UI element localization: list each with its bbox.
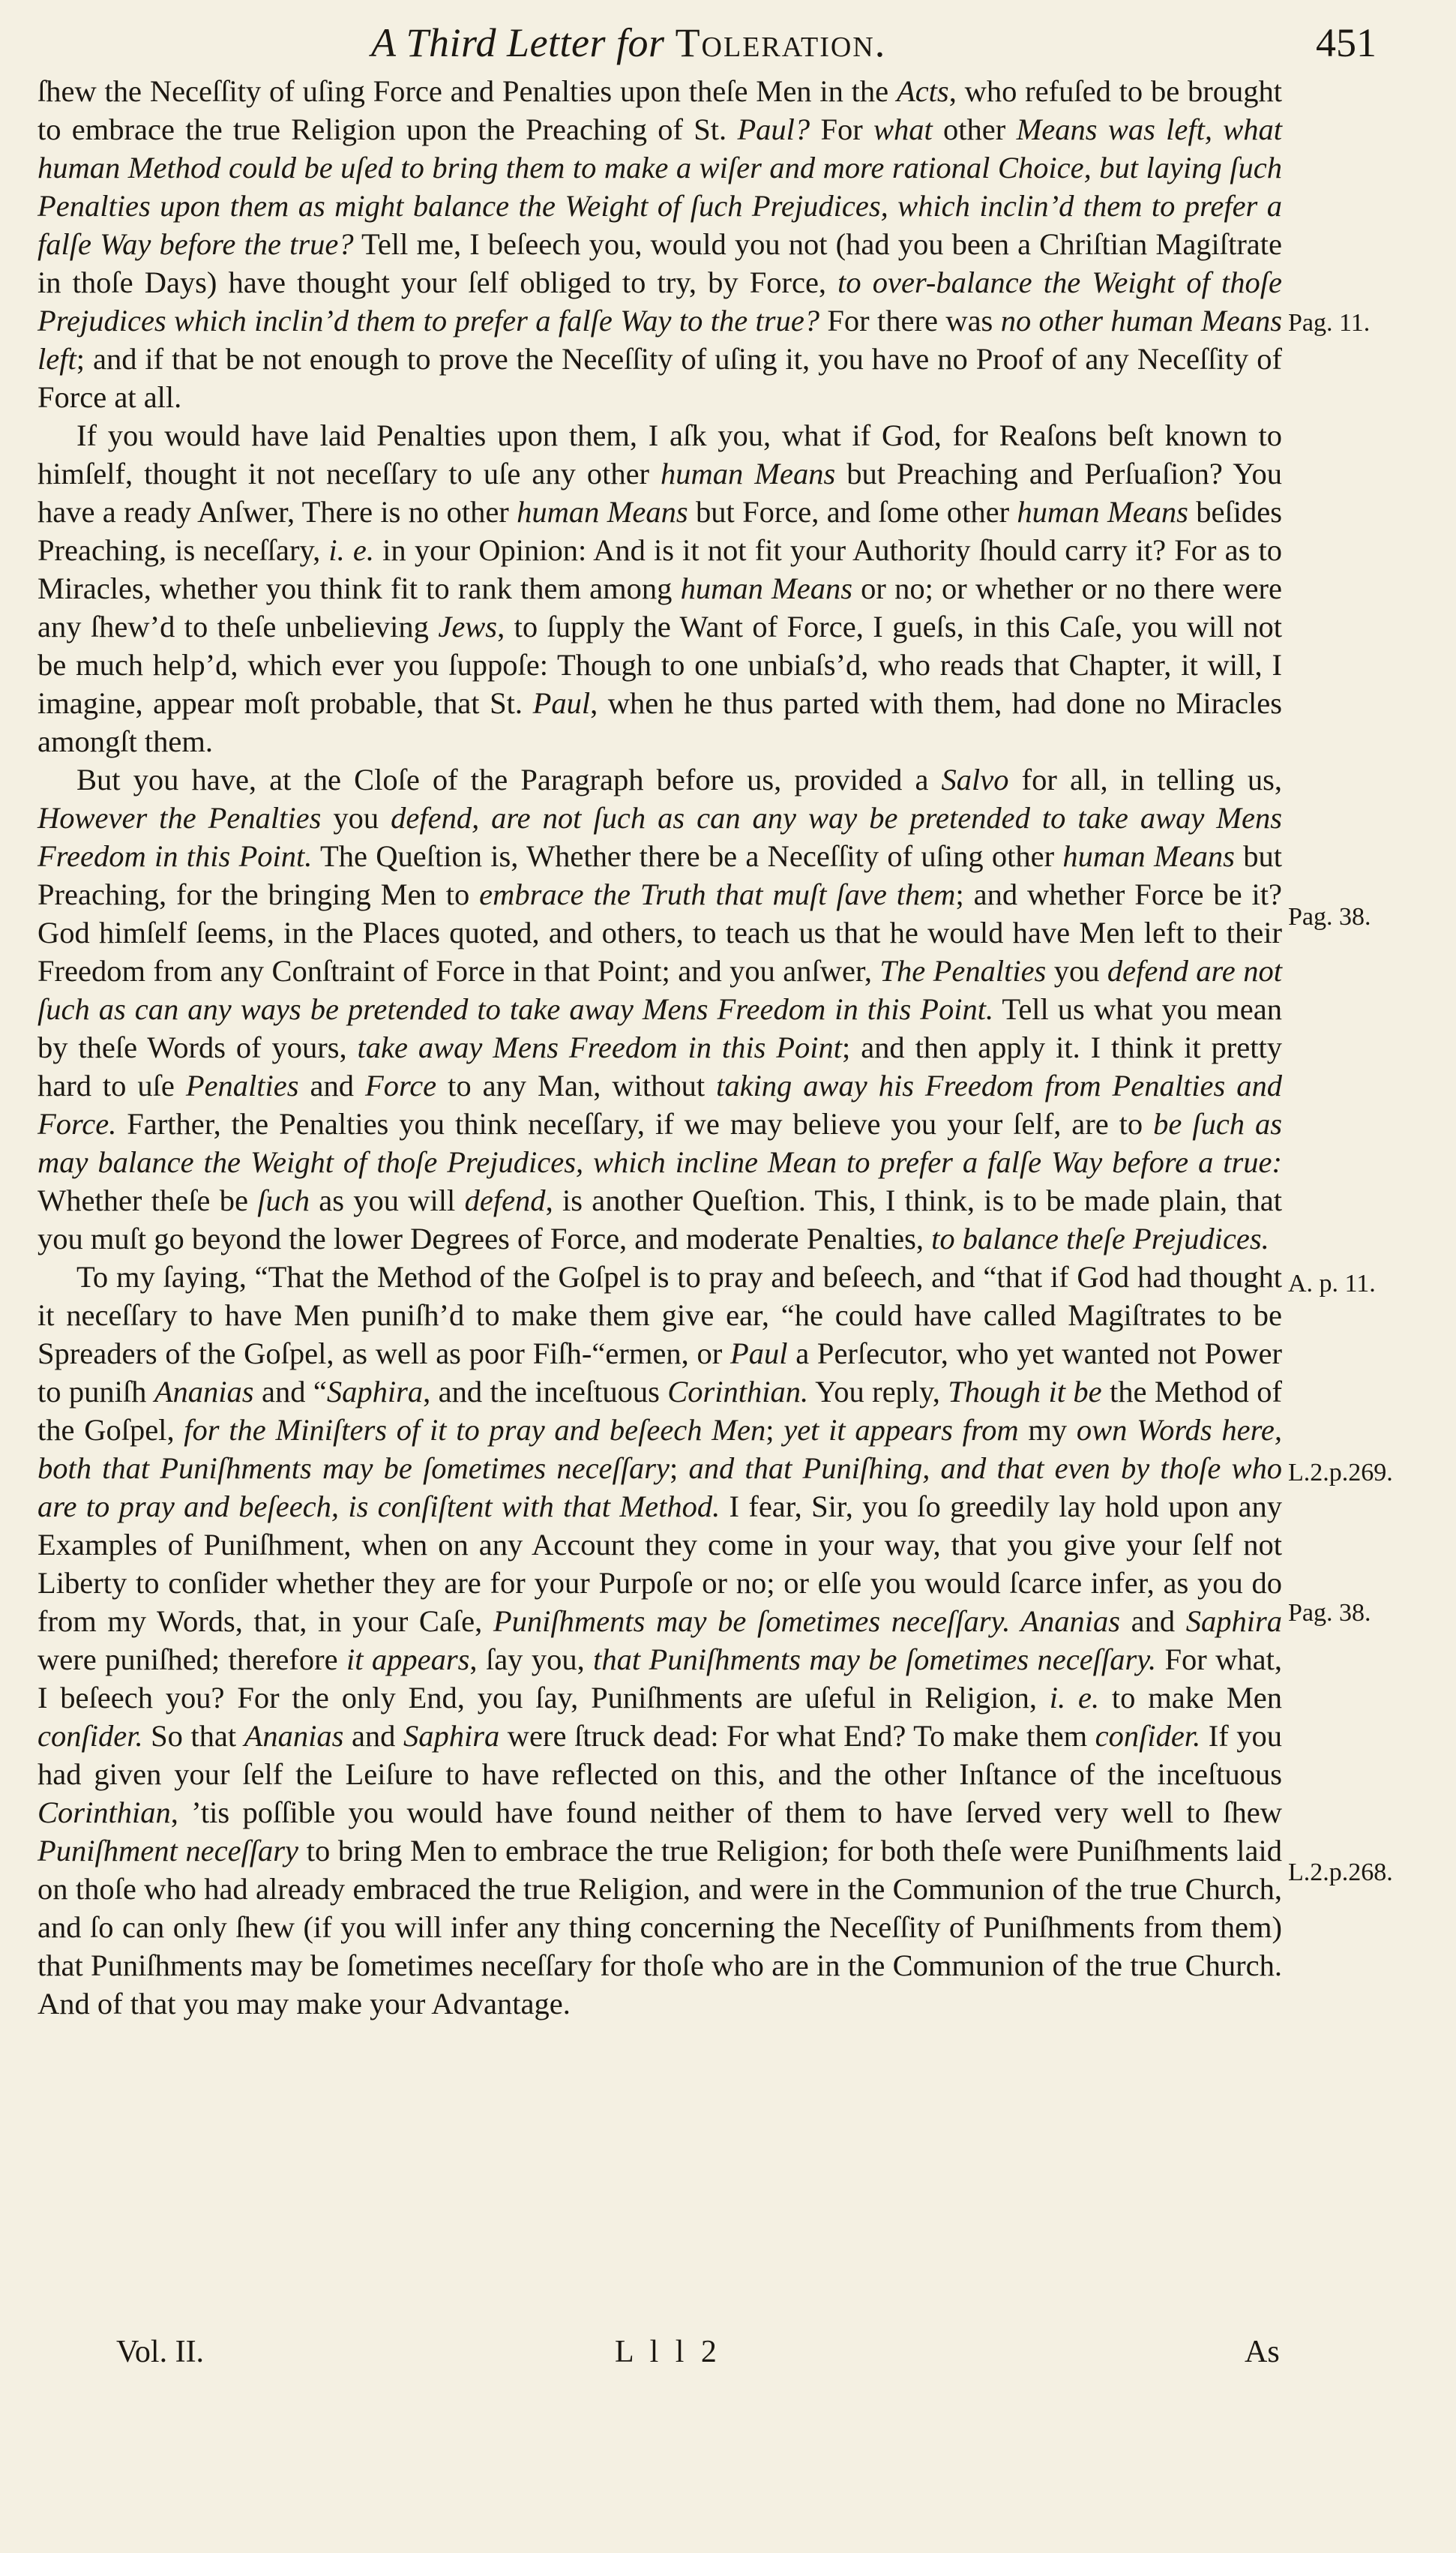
italic-run: Acts — [896, 74, 949, 108]
margin-note: Pag. 11. — [1288, 309, 1371, 337]
body-text — [37, 72, 1282, 2023]
text-run: For — [810, 112, 874, 146]
running-title — [371, 20, 886, 66]
italic-run: defend are not ſuch as can any ways be pretended to take away Mens Freedom in this Point. — [37, 954, 1282, 1026]
text-run: to any Man, without — [436, 1069, 717, 1102]
paragraph — [37, 1258, 1282, 2023]
text-run: were puniſhed; therefore — [37, 1642, 347, 1676]
page-footer — [0, 2334, 1456, 2386]
text-run: , is another Queſtion. This, I think, is to be made plain, that you muſt go beyond the lower Degrees of Force, and moderate Penalties, — [37, 1184, 1282, 1256]
italic-run: taking away his Freedom from Penalties and Force. — [37, 1069, 1282, 1141]
paragraph — [37, 416, 1282, 760]
italic-run: Saphira — [1185, 1604, 1282, 1638]
text-run: but Preaching and Perſuaſion? You have a ready Anſwer, There is no other — [37, 457, 1282, 529]
volume-label: Vol. II. — [116, 2335, 205, 2369]
running-title-caps: Toleration. — [675, 20, 887, 65]
text-run: To my ſaying, “That the Method of the Goſpel is to pray and beſeech, and “that if God had thought it neceſſary to have Men puniſh’d to make them give ear, “he could have called Magiſtrates to be Spreaders of the Goſpel, as well as poor Fiſh-“ermen, or — [37, 1260, 1282, 1370]
italic-run: conſider. — [37, 1719, 143, 1753]
italic-run: that Puniſhments may be ſometimes neceſſary. — [593, 1642, 1157, 1676]
italic-run: to over-balance the Weight of thoſe Prejudices which inclin’d them to prefer a falſe Way to the true? — [37, 266, 1282, 338]
text-run: were ſtruck dead: For what End? To make them — [499, 1719, 1095, 1753]
italic-run: defend — [464, 1184, 546, 1217]
italic-run: human Means — [1062, 839, 1235, 873]
text-run: a Perſecutor, who yet wanted not Power to puniſh — [37, 1336, 1282, 1408]
italic-run: Corinthian. — [667, 1375, 809, 1408]
text-run: Farther, the Penalties you think neceſſary, if we may believe you your ſelf, are to — [116, 1107, 1154, 1141]
italic-run: embrace the Truth that muſt ſave them — [479, 878, 956, 911]
italic-run: Penalties — [185, 1069, 299, 1102]
italic-run: be ſuch as may balance the Weight of thoſe Prejudices, which incline Mean to prefer a falſe Way before a true: — [37, 1107, 1282, 1179]
text-run: , who refuſed to be brought to embrace the true Religion upon the Preaching of St. — [37, 74, 1282, 146]
text-run: and “ — [253, 1375, 327, 1408]
text-run: other — [932, 112, 1017, 146]
text-run: to make Men — [1099, 1681, 1282, 1714]
italic-run: Paul — [729, 1336, 788, 1370]
text-run: as you will — [309, 1184, 465, 1217]
italic-run: Means was left, what human Method could be uſed to bring them to make a wiſer and more rational Choice, but laying ſuch Penalties upon them as might balance the Weight of ſuch Prejudices, which inclin’d them to prefer a falſe Way before the true? — [37, 112, 1283, 261]
italic-run: and that Puniſhing, and that even by thoſe who are to pray and beſeech, is conſiſtent with that Method. — [37, 1451, 1282, 1523]
text-run: If you would have laid Penalties upon them, I aſk you, what if God, for Reaſons beſt known to himſelf, thought it not neceſſary to uſe any other — [37, 418, 1282, 490]
text-run: ; and if that be not enough to prove the Neceſſity of uſing it, you have no Proof of any Neceſſity of Force at all. — [37, 342, 1282, 414]
margin-note: A. p. 11. — [1288, 1270, 1376, 1298]
text-run: ; — [765, 1413, 784, 1447]
text-run: you — [1046, 954, 1107, 988]
italic-run: However the Penalties — [37, 801, 322, 835]
text-run: Tell me, I beſeech you, would you not (had you been a Chriſtian Magiſtrate in thoſe Days) have thought your ſelf obliged to try, by Force, — [37, 227, 1283, 299]
italic-run: Saphira — [403, 1719, 500, 1753]
italic-run: Paul — [532, 686, 591, 720]
text-run: for all, in telling us, — [1008, 763, 1283, 796]
italic-run: human Means — [661, 457, 836, 490]
italic-run: human Means — [680, 572, 852, 605]
page-header — [0, 14, 1456, 74]
italic-run: i. e. — [328, 533, 375, 567]
text-run: my — [1018, 1413, 1077, 1447]
margin-note: Pag. 38. — [1288, 1599, 1371, 1627]
text-run: ſhew the Neceſſity of uſing Force and Penalties upon theſe Men in the — [37, 74, 897, 108]
text-run: , and the inceſtuous — [423, 1375, 668, 1408]
italic-run: Salvo — [941, 763, 1009, 796]
text-run: but Force, and ſome other — [688, 495, 1017, 529]
italic-run: Force — [364, 1069, 437, 1102]
paragraph — [37, 72, 1282, 416]
italic-run: what — [873, 112, 933, 146]
text-run: and — [343, 1719, 403, 1753]
italic-run: Though it be — [948, 1375, 1102, 1408]
italic-run: no other human Means left — [37, 304, 1282, 376]
margin-note: Pag. 38. — [1288, 903, 1371, 931]
italic-run: Jews — [438, 610, 498, 644]
italic-run: human Means — [517, 495, 688, 529]
text-run: But you have, at the Cloſe of the Paragraph before us, provided a — [76, 763, 942, 796]
page-number: 451 — [1316, 20, 1377, 65]
text-run: in your Opinion: And is it not fit your Authority ſhould carry it? For as to Miracles, whether you think fit to rank them among — [37, 533, 1283, 605]
text-run: , when he thus parted with them, had done no Miracles amongſt them. — [37, 686, 1283, 758]
text-run: If you had given your ſelf the Leiſure to have reflected on this, and the other Inſtance of the inceſtuous — [37, 1719, 1282, 1791]
text-run: , ’tis poſſible you would have found neither of them to have ſerved very well to ſhew — [170, 1796, 1282, 1829]
text-run: So that — [142, 1719, 244, 1753]
text-run: For what, I beſeech you? For the only End, you ſay, Puniſhments are uſeful in Religion, — [37, 1642, 1282, 1714]
text-run: ; and whether Force be it? God himſelf ſeems, in the Places quoted, and others, to teach us that he would have Men left to their Freedom from any Conſtraint of Force in that Point; and you anſwer, — [37, 878, 1283, 988]
text-run: the Method of the Goſpel, — [37, 1375, 1282, 1447]
text-run: The Queſtion is, Whether there be a Neceſſity of uſing other — [312, 839, 1063, 873]
text-run: to bring Men to embrace the true Religion; for both theſe were Puniſhments laid on thoſe who had already embraced the true Religion, and were in the Communion of the true Church, and ſo can only ſhew (if you will infer any thing concerning the Neceſſity of Puniſhments from them) that Puniſhments may be ſometimes neceſſary for thoſe who are in the Communion of the true Church. And of that you may make your Advantage. — [37, 1834, 1283, 2020]
italic-run: Saphira — [326, 1375, 424, 1408]
italic-run: human Means — [1017, 495, 1188, 529]
italic-run: own Words here, both that Puniſhments may be ſometimes neceſſary — [37, 1413, 1282, 1485]
catchword: As — [1245, 2335, 1280, 2369]
text-run: ; and then apply it. I think it pretty hard to uſe — [37, 1030, 1282, 1102]
italic-run: Puniſhments may be ſometimes neceſſary. Ananias — [493, 1604, 1120, 1638]
paragraph — [37, 760, 1282, 1258]
italic-run: ſuch — [257, 1184, 310, 1217]
text-run: but Preaching, for the bringing Men to — [37, 839, 1282, 911]
text-run: Tell us what you mean by theſe Words of yours, — [37, 992, 1282, 1064]
signature-mark: L l l 2 — [615, 2335, 721, 2369]
text-run: For there was — [819, 304, 1001, 338]
text-run: I fear, Sir, you ſo greedily lay hold upon any Examples of Puniſhment, when on any Account they come in your way, that you give your ſelf not Liberty to conſider whether they are for your Purpoſe or no; or elſe you would ſcarce infer, as you do from my Words, that, in your Caſe, — [37, 1490, 1282, 1638]
italic-run: Corinthian — [37, 1796, 171, 1829]
running-title-prefix: A Third Letter for — [371, 20, 676, 65]
italic-run: conſider. — [1095, 1719, 1201, 1753]
italic-run: for the Miniſters of it to pray and beſeech Men — [184, 1413, 766, 1447]
italic-run: it appears — [346, 1642, 470, 1676]
text-run: , to ſupply the Want of Force, I gueſs, in this Caſe, you will not be much help’d, which ever you ſuppoſe: Though to one unbiaſs’d, who reads that Chapter, it will, I imagine, appear moſt probable, that St. — [37, 610, 1282, 720]
text-run: or no; or whether or no there were any ſhew’d to theſe unbelieving — [37, 572, 1282, 644]
margin-note: L.2.p.268. — [1288, 1858, 1393, 1886]
text-run: and — [298, 1069, 365, 1102]
italic-run: defend, are not ſuch as can any way be pretended to take away Mens Freedom in this Point. — [37, 801, 1283, 873]
italic-run: The Penalties — [879, 954, 1047, 988]
text-run: beſides Preaching, is neceſſary, — [37, 495, 1282, 567]
text-run: you — [321, 801, 391, 835]
italic-run: Paul? — [737, 112, 810, 146]
italic-run: yet it appears from — [783, 1413, 1019, 1447]
italic-run: to balance theſe Prejudices. — [931, 1222, 1269, 1256]
text-run: Whether theſe be — [37, 1184, 258, 1217]
text-run: You reply, — [808, 1375, 948, 1408]
italic-run: i. e. — [1049, 1681, 1100, 1714]
italic-run: take away Mens Freedom in this Point — [357, 1030, 843, 1064]
margin-note: L.2.p.269. — [1288, 1459, 1393, 1486]
text-run: ; — [670, 1451, 689, 1485]
text-run: and — [1120, 1604, 1186, 1638]
italic-run: Puniſhment neceſſary — [37, 1834, 299, 1868]
text-run: , ſay you, — [469, 1642, 594, 1676]
italic-run: Ananias — [244, 1719, 344, 1753]
italic-run: Ananias — [154, 1375, 254, 1408]
